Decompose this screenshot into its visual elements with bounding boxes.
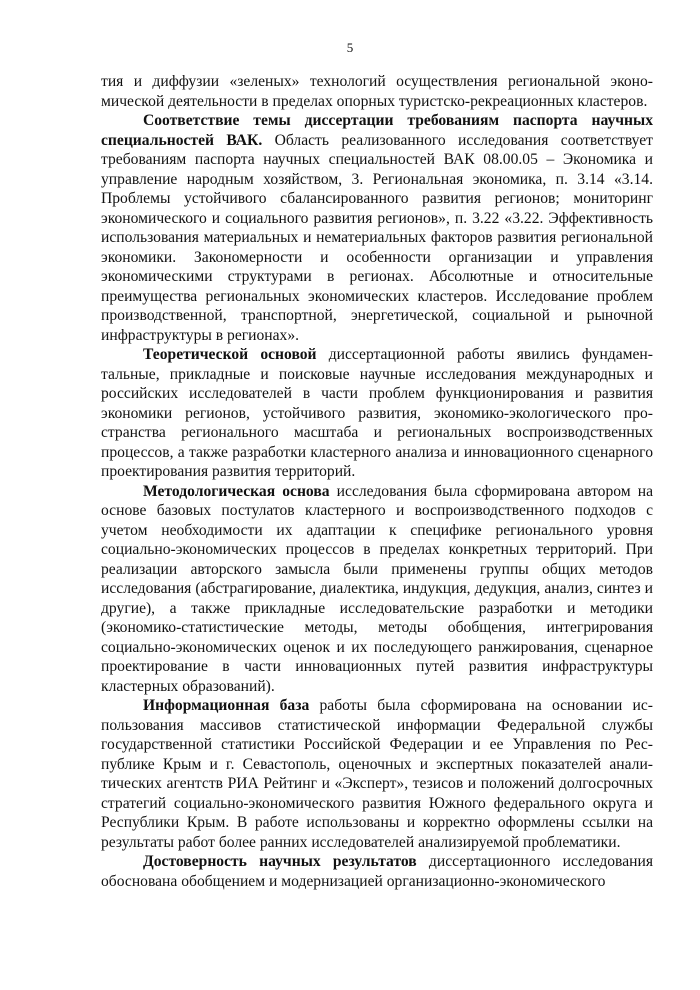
paragraph-theoretical-basis xyxy=(101,345,653,482)
paragraph-text: диссертационной работы явились фундаментальные, прикладные и поисковые научные исследования международных и российских исследователей в части проблем функционирования и развития экономики регионов, устойчивого развития, экономико-экологического пространства регионального масштаба и региональных воспроизводственных процессов, а также разработки кластерного анализа и инновационного сценарного проектирования развития территорий. xyxy=(101,346,653,480)
paragraph-vak-compliance xyxy=(101,111,653,345)
paragraph-continuation xyxy=(101,72,653,111)
paragraph-text: Область реализованного исследования соответствует требованиям паспорта научных специальностей ВАК 08.00.05 – Экономика и управление народным хозяйством, 3. Региональная экономика, п. 3.14 «3.14. Проблемы устойчивого сбалансированного развития регионов; мониторинг экономического и социального развития регионов», п. 3.22 «3.22. Эффективность использования материальных и нематериальных факторов развития региональной экономики. Закономерности и особенности организации и управления экономическими структурами в регионах. Абсолютные и относительные преимущества региональных экономических кластеров. Исследование проблем производственной, транспортной, энергетической, социальной и рыночной инфраструктуры в регионах». xyxy=(101,131,653,344)
paragraph-lead: Соответствие темы диссертации требованиям паспорта научных специальностей ВАК. xyxy=(101,112,653,149)
page-number: 5 xyxy=(346,40,354,55)
paragraph-lead: Методологическая основа xyxy=(143,482,330,500)
paragraph-lead: Теоретической основой xyxy=(143,346,317,363)
paragraph-text: диссертационного исследования обоснована обобщением и модернизацией организационно-экономического xyxy=(101,853,654,890)
paragraph-text: работы была сформирована на основании использования массивов статистической информации Федеральной службы государственной статистики Российской Федерации и ее Управления по Республике Крым и г. Севастополь, оценочных и экспертных показателей аналитических агентств РИА Рейтинг и «Эксперт», тезисов и положений долгосрочных стратегий социально-экономического развития Южного федерального округа и Республики Крым. В работе использованы и корректно оформлены ссылки на результаты работ более ранних исследователей анализируемой проблематики. xyxy=(101,697,653,851)
paragraph-text: тия и диффузии «зеленых» технологий осуществления региональной экономической деятельности в пределах опорных туристско-рекреационных кластеров. xyxy=(101,73,653,110)
paragraph-lead: Информационная база xyxy=(143,697,310,714)
body-text xyxy=(101,72,653,891)
paragraph-information-base xyxy=(101,696,653,852)
paragraph-methodology xyxy=(101,482,653,697)
paragraph-lead: Достоверность научных результатов xyxy=(143,853,417,870)
paragraph-reliability xyxy=(101,852,653,891)
paragraph-text: исследования была сформирована автором на основе базовых постулатов кластерного и воспроизводственного подходов с учетом необходимости их адаптации к специфике регионального уровня социально-экономических процессов в пределах конкретных территорий. При реализации авторского замысла были применены группы общих методов исследования (абстрагирование, диалектика, индукция, дедукция, анализ, синтез и другие), а также прикладные исследовательские разработки и методики (экономико-статистические методы, методы обобщения, интегрирования социально-экономических оценок и их последующего ранжирования, сценарное проектирование в части инновационных путей развития инфраструктуры кластерных образований). xyxy=(101,482,654,695)
